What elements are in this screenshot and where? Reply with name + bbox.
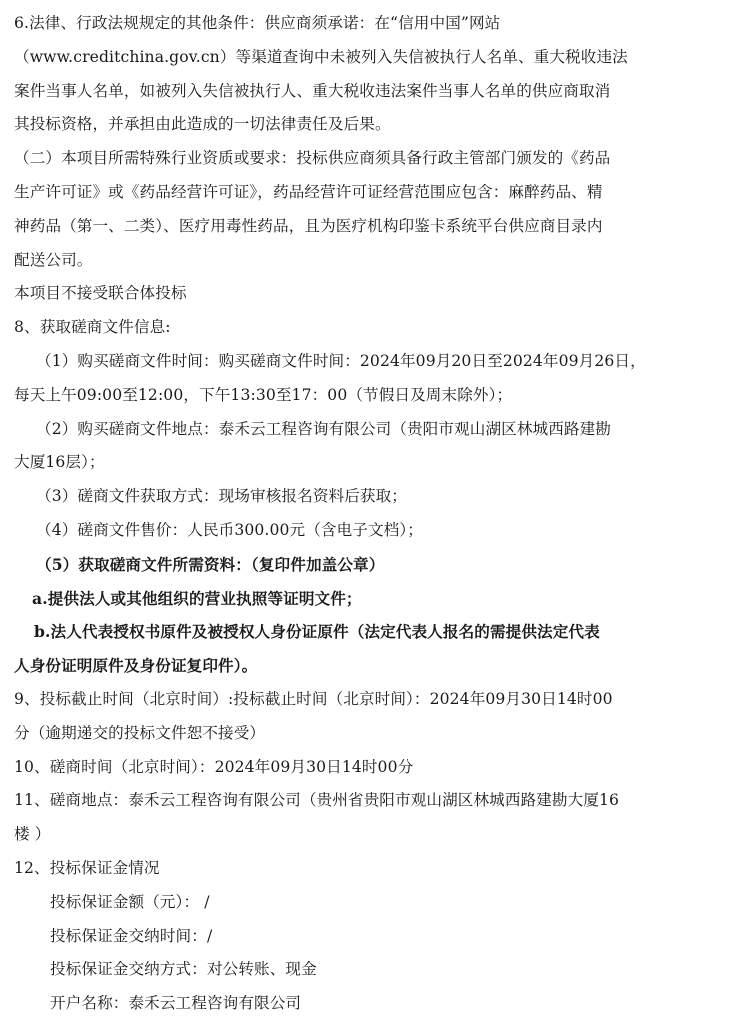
paragraph-line: 其投标资格，并承担由此造成的一切法律责任及后果。 bbox=[14, 115, 391, 134]
paragraph-line: 本项目不接受联合体投标 bbox=[14, 284, 187, 303]
paragraph-line-bold: 人身份证明原件及身份证复印件）。 bbox=[14, 656, 258, 676]
deposit-field: 投标保证金额（元）： / bbox=[50, 892, 210, 911]
section-heading: 10、磋商时间（北京时间）：2024年09月30日14时00分 bbox=[14, 757, 414, 776]
paragraph-line: 6.法律、行政法规规定的其他条件：供应商须承诺：在“信用中国”网站 bbox=[14, 14, 501, 32]
paragraph-line: 分（逾期递交的投标文件恕不接受） bbox=[14, 723, 266, 742]
paragraph-line: 楼 ） bbox=[14, 825, 51, 844]
deposit-field: 投标保证金交纳时间：/ bbox=[50, 926, 213, 945]
paragraph-line: 配送公司。 bbox=[14, 250, 93, 269]
section-heading: 8、获取磋商文件信息: bbox=[14, 318, 171, 337]
deposit-field: 开户名称：泰禾云工程咨询有限公司 bbox=[50, 994, 302, 1013]
deposit-field: 投标保证金交纳方式：对公转账、现金 bbox=[50, 960, 317, 979]
section-heading: 9、投标截止时间（北京时间）:投标截止时间（北京时间）：2024年09月30日14时00 bbox=[14, 689, 613, 708]
section-heading: 12、投标保证金情况 bbox=[14, 858, 160, 877]
paragraph-line: 生产许可证》或《药品经营许可证》，药品经营许可证经营范围应包含：麻醉药品、精 bbox=[14, 182, 603, 201]
paragraph-line: 案件当事人名单，如被列入失信被执行人、重大税收违法案件当事人名单的供应商取消 bbox=[14, 81, 611, 100]
list-item: （3）磋商文件获取方式：现场审核报名资料后获取； bbox=[36, 487, 407, 506]
sub-item-bold: b.法人代表授权书原件及被授权人身份证原件（法定代表人报名的需提供法定代表 bbox=[34, 622, 600, 642]
paragraph-line: （www.creditchina.gov.cn）等渠道查询中未被列入失信被执行人名单、重大税收违法 bbox=[14, 47, 628, 66]
paragraph-line: 大厦16层）； bbox=[14, 453, 105, 472]
section-heading: 11、磋商地点：泰禾云工程咨询有限公司（贵州省贵阳市观山湖区林城西路建勘大厦16 bbox=[14, 791, 620, 810]
paragraph-line: （二）本项目所需特殊行业资质或要求：投标供应商须具备行政主管部门颁发的《药品 bbox=[14, 149, 611, 168]
list-item-bold: （5）获取磋商文件所需资料：（复印件加盖公章） bbox=[36, 554, 385, 574]
paragraph-line: 神药品（第一、二类）、医疗用毒性药品，且为医疗机构印鉴卡系统平台供应商目录内 bbox=[14, 216, 603, 235]
list-item: （4）磋商文件售价：人民币300.00元（含电子文档）； bbox=[36, 520, 423, 539]
paragraph-line: 每天上午09:00至12:00，下午13:30至17：00（节假日及周末除外）； bbox=[14, 385, 513, 404]
list-item: （2）购买磋商文件地点：泰禾云工程咨询有限公司（贵阳市观山湖区林城西路建勘 bbox=[36, 419, 611, 438]
sub-item-bold: a.提供法人或其他组织的营业执照等证明文件； bbox=[32, 588, 362, 608]
list-item: （1）购买磋商文件时间：购买磋商文件时间：2024年09月20日至2024年09月26日， bbox=[36, 351, 646, 370]
